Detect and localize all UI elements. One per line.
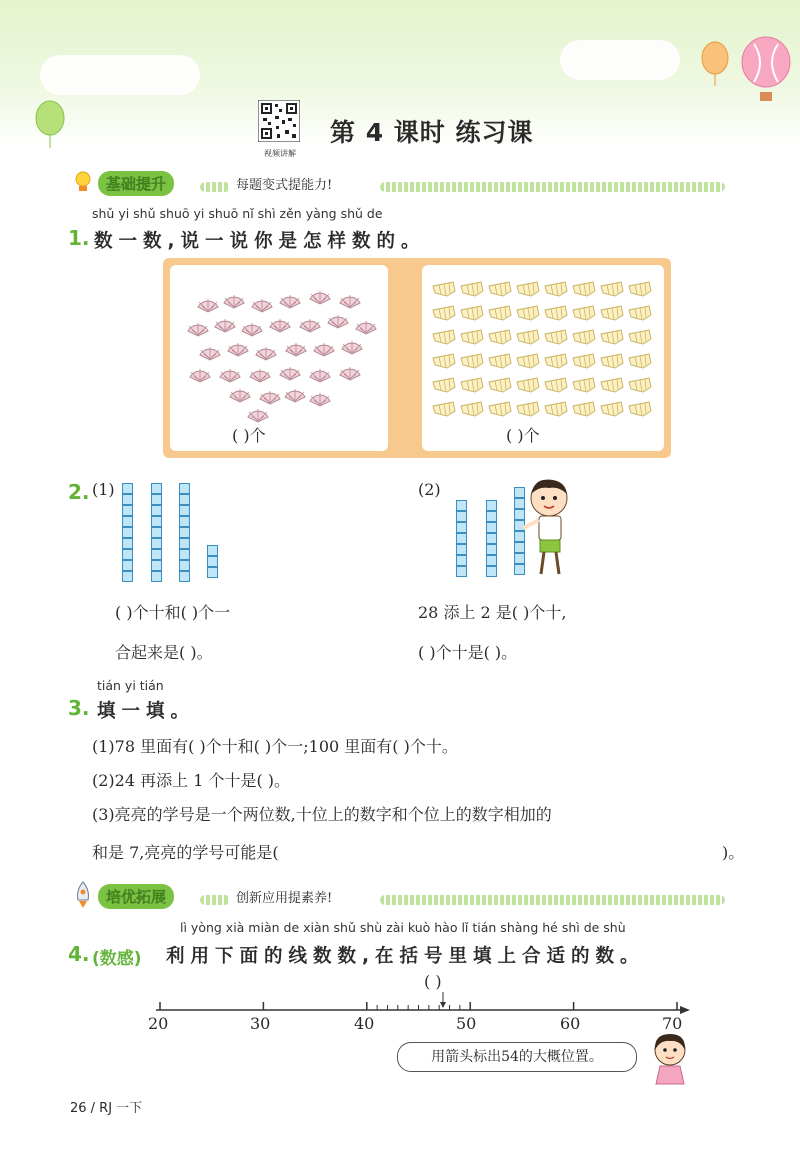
shell-panel-right — [422, 265, 664, 451]
conch-shells-group — [422, 271, 664, 421]
section-subtitle: 创新应用提素养! — [236, 891, 333, 906]
arrow-marker-icon — [440, 1002, 446, 1008]
cube — [151, 560, 162, 571]
ten-rod — [179, 483, 190, 582]
cube — [486, 533, 497, 544]
ten-rod — [456, 500, 467, 577]
scallop-shells-group — [170, 275, 388, 425]
cloud-decoration — [40, 55, 200, 95]
cube — [122, 527, 133, 538]
cube — [122, 483, 133, 494]
cube — [122, 571, 133, 582]
cube — [486, 522, 497, 533]
girl-character-icon — [646, 1030, 694, 1086]
section-label-basic: 基础提升 — [98, 171, 174, 196]
tick-label-70: 70 — [662, 1014, 683, 1033]
q1-left-blank[interactable]: ( )个 — [232, 426, 266, 445]
cube — [151, 538, 162, 549]
cube — [122, 538, 133, 549]
cube — [456, 533, 467, 544]
cube — [179, 571, 190, 582]
balloon-icon — [695, 40, 735, 90]
q3-line3: (3)亮亮的学号是一个两位数,十位上的数字和个位上的数字相加的 — [92, 805, 552, 824]
cube — [456, 511, 467, 522]
cube — [207, 545, 218, 556]
balloon-icon — [30, 100, 70, 150]
conch-rows — [433, 282, 651, 416]
shell-panel-left — [170, 265, 388, 451]
q2-part2-line2[interactable]: ( )个十是( )。 — [418, 643, 518, 662]
cube — [456, 544, 467, 555]
cube — [486, 500, 497, 511]
q3-line4-end: )。 — [722, 843, 745, 862]
cube — [151, 483, 162, 494]
lightbulb-icon — [72, 170, 94, 194]
q2-part2-line1[interactable]: 28 添上 2 是( )个十, — [418, 603, 567, 622]
cube — [486, 544, 497, 555]
q3-pinyin: tián yi tián — [97, 678, 164, 693]
tick-label-60: 60 — [560, 1014, 581, 1033]
q2-part1-label: (1) — [92, 480, 115, 499]
cube — [207, 567, 218, 578]
cube — [456, 555, 467, 566]
q2-part1-line2[interactable]: 合起来是( )。 — [115, 643, 213, 662]
cube — [456, 500, 467, 511]
page-footer: 26 / RJ 一下 — [70, 1101, 143, 1116]
section-divider — [380, 895, 725, 905]
cube — [151, 549, 162, 560]
cube — [456, 522, 467, 533]
cube — [122, 560, 133, 571]
number-line — [150, 990, 695, 1036]
tick-label-50: 50 — [456, 1014, 477, 1033]
cube — [486, 555, 497, 566]
ten-rod — [122, 483, 133, 582]
qr-code-icon[interactable] — [258, 100, 300, 142]
cube — [151, 527, 162, 538]
cube — [122, 505, 133, 516]
q1-right-blank[interactable]: ( )个 — [506, 426, 540, 445]
section-subtitle: 每题变式提能力! — [236, 178, 333, 193]
cube — [151, 571, 162, 582]
tick-label-40: 40 — [354, 1014, 375, 1033]
q4-tag: (数感) — [92, 949, 142, 969]
boy-character-icon — [515, 476, 575, 580]
cube — [179, 516, 190, 527]
section-divider — [200, 182, 230, 192]
q4-number: 4. — [68, 942, 90, 966]
cube — [179, 494, 190, 505]
ten-rod — [486, 500, 497, 577]
balloon-icon — [738, 36, 794, 108]
qr-label: 视频讲解 — [264, 149, 296, 158]
q3-line2[interactable]: (2)24 再添上 1 个十是( )。 — [92, 771, 291, 790]
q3-line1[interactable]: (1)78 里面有( )个十和( )个一;100 里面有( )个十。 — [92, 737, 458, 756]
tick-label-20: 20 — [148, 1014, 169, 1033]
cube — [151, 494, 162, 505]
cube — [179, 538, 190, 549]
q2-number: 2. — [68, 480, 90, 504]
tick-label-30: 30 — [250, 1014, 271, 1033]
cube — [456, 566, 467, 577]
rocket-icon — [72, 880, 94, 910]
q1-text: 数一数,说一说你是怎样数的。 — [94, 231, 426, 252]
q3-line4[interactable]: 和是 7,亮亮的学号可能是( — [92, 843, 279, 862]
section-divider — [200, 895, 230, 905]
cube — [179, 549, 190, 560]
section-label-advanced: 培优拓展 — [98, 884, 174, 909]
cloud-decoration — [560, 40, 680, 80]
section-divider — [380, 182, 725, 192]
cube — [151, 505, 162, 516]
cube — [486, 511, 497, 522]
q3-text: 填一填。 — [97, 701, 196, 722]
page-title: 第 4 课时 练习课 — [330, 118, 534, 147]
q4-blank[interactable]: ( ) — [424, 972, 442, 991]
q3-number: 3. — [68, 696, 90, 720]
cube — [179, 505, 190, 516]
q2-part2-label: (2) — [418, 480, 441, 499]
cube — [179, 560, 190, 571]
cube — [179, 483, 190, 494]
cube — [122, 549, 133, 560]
cube — [179, 527, 190, 538]
hint-bubble: 用箭头标出54的大概位置。 — [397, 1042, 637, 1072]
cube — [122, 516, 133, 527]
cube — [151, 516, 162, 527]
q1-number: 1. — [68, 226, 90, 250]
cube — [122, 494, 133, 505]
unit-cubes — [207, 545, 218, 578]
ten-rod — [151, 483, 162, 582]
q4-text: 利用下面的线数数,在括号里填上合适的数。 — [166, 946, 645, 967]
q2-part1-line1[interactable]: ( )个十和( )个一 — [115, 603, 231, 622]
q1-pinyin: shǔ yi shǔ shuō yi shuō nǐ shì zěn yàng shǔ de — [92, 206, 383, 221]
cube — [486, 566, 497, 577]
q4-pinyin: lì yòng xià miàn de xiàn shǔ shù zài kuò hào lǐ tián shàng hé shì de shù — [180, 920, 626, 935]
cube — [207, 556, 218, 567]
